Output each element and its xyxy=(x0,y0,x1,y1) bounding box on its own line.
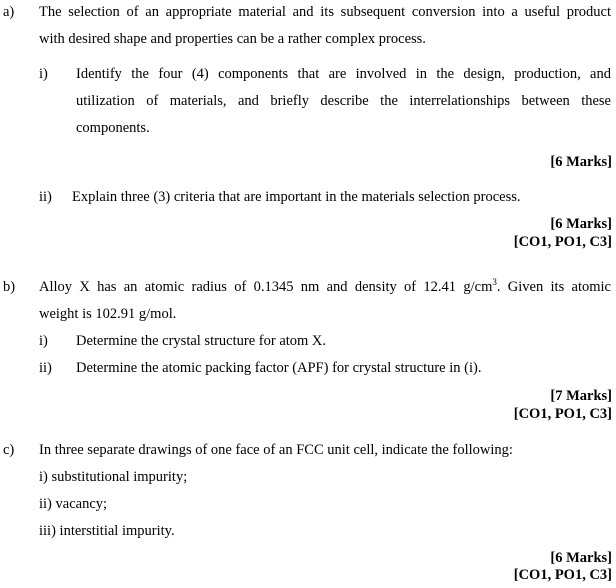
question-c-label: c) xyxy=(3,442,15,458)
question-b-intro-line2: weight is 102.91 g/mol. xyxy=(39,306,177,322)
question-c-item-2: ii) vacancy; xyxy=(39,496,108,512)
question-a-intro-line1: The selection of an appropriate material and its subsequent conversion into a useful product xyxy=(39,4,611,20)
question-a-part-ii-text: Explain three (3) criteria that are important in the materials selection process. xyxy=(72,189,521,205)
question-c-marks: [6 Marks] xyxy=(550,550,612,566)
question-b-intro-line1-pre: Alloy X has an atomic radius of 0.1345 nm and density of 12.41 g/cm xyxy=(39,279,493,295)
question-b-intro-line1 xyxy=(39,279,611,296)
question-b-part-i-text: Determine the crystal structure for atom X. xyxy=(76,333,327,349)
question-a-part-ii-marks: [6 Marks] xyxy=(550,216,612,232)
question-c-outcomes: [CO1, PO1, C3] xyxy=(513,567,612,583)
question-b-outcomes: [CO1, PO1, C3] xyxy=(513,406,612,422)
question-c-intro: In three separate drawings of one face of an FCC unit cell, indicate the following: xyxy=(39,442,513,458)
question-c-item-1: i) substitutional impurity; xyxy=(39,469,188,485)
question-b-part-ii-text: Determine the atomic packing factor (APF) for crystal structure in (i). xyxy=(76,360,482,376)
question-b-marks: [7 Marks] xyxy=(550,388,612,404)
question-a-part-i-line1: Identify the four (4) components that are involved in the design, production, and xyxy=(76,66,611,82)
question-a-outcomes: [CO1, PO1, C3] xyxy=(513,234,612,250)
question-a-intro-line2: with desired shape and properties can be a rather complex process. xyxy=(39,31,426,47)
question-a-part-ii-label: ii) xyxy=(39,189,52,205)
question-c-item-3: iii) interstitial impurity. xyxy=(39,523,175,539)
question-b-intro-line1-sup: 3 xyxy=(492,277,497,288)
question-b-label: b) xyxy=(3,279,16,295)
question-a-part-i-line3: components. xyxy=(76,120,150,136)
question-b-intro-line1-post: . Given its atomic xyxy=(496,279,611,295)
question-b-part-ii-label: ii) xyxy=(39,360,52,376)
question-a-part-i-marks: [6 Marks] xyxy=(550,154,612,170)
question-a-part-i-label: i) xyxy=(39,66,48,82)
question-a-label: a) xyxy=(3,4,15,20)
question-b-part-i-label: i) xyxy=(39,333,48,349)
question-a-part-i-line2: utilization of materials, and briefly describe the interrelationships between these xyxy=(76,93,611,109)
